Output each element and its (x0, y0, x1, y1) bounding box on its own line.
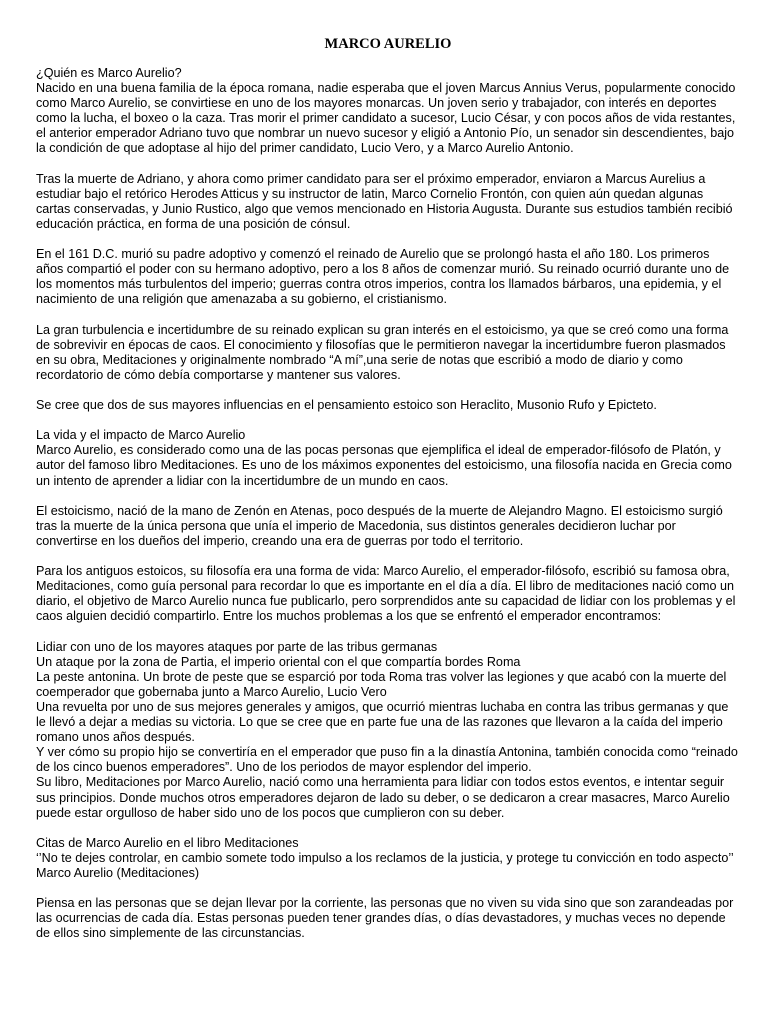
paragraph (36, 428, 740, 488)
paragraph (36, 836, 740, 881)
paragraph-line: ¿Quién es Marco Aurelio? (36, 66, 182, 80)
paragraph (36, 323, 740, 383)
paragraph-line: Se cree que dos de sus mayores influencias en el pensamiento estoico son Heraclito, Musonio Rufo y Epicteto. (36, 398, 657, 413)
paragraph (36, 247, 740, 307)
paragraph (36, 398, 740, 413)
paragraph-line: Y ver cómo su propio hijo se convertiría en el emperador que puso fin a la dinastía Antonina, también conocida como “reinado de los cinco buenos emperadores”. Uno de los periodos de mayor esplendor del imperio. (36, 745, 738, 775)
paragraph (36, 640, 740, 821)
paragraph (36, 504, 740, 549)
paragraph-line: Marco Aurelio, es considerado como una de las pocas personas que ejemplifica el ideal de emperador-filósofo de Platón, y autor del famoso libro Meditaciones. Es uno de los máximos exponentes del estoicismo, una filosofía nacida en Grecia como un intento de aprender a lidiar con la incertidumbre de un mundo en caos. (36, 443, 732, 488)
paragraph-line: En el 161 D.C. murió su padre adoptivo y comenzó el reinado de Aurelio que se prolongó hasta el año 180. Los primeros años compartió el poder con su hermano adoptivo, pero a los 8 años de comenzar murió. Su reinado ocurrió durante uno de los momentos más turbulentos del imperio; guerras contra otros imperios, contra los llamados bárbaros, una epidemia, y el nacimiento de una religión que amenazaba a su gobierno, el cristianismo. (36, 247, 730, 307)
paragraph-line: Su libro, Meditaciones por Marco Aurelio, nació como una herramienta para lidiar con todos estos eventos, e intentar seguir sus principios. Donde muchos otros emperadores dejaron de lado su deber, o se dedicaron a crear masacres, Marco Aurelio puede estar orgulloso de haber sido uno de los pocos que cumplieron con su deber. (36, 775, 730, 820)
paragraph-line: ‘’No te dejes controlar, en cambio somete todo impulso a los reclamos de la justicia, y protege tu convicción en todo aspecto’’ Marco Aurelio (Meditaciones) (36, 850, 734, 880)
paragraph (36, 896, 740, 941)
paragraph-line: Piensa en las personas que se dejan llevar por la corriente, las personas que no viven su vida sino que son zarandeadas por las ocurrencias de cada día. Estas personas pueden tener grandes días, o días devastadores, y muchas veces no depende de ellos sino simplemente de las circunstancias. (36, 896, 734, 941)
paragraph-line: La gran turbulencia e incertidumbre de su reinado explican su gran interés en el estoicismo, ya que se creó como una forma de sobrevivir en épocas de caos. El conocimiento y filosofías que le permitieron navegar la incertidumbre fueron plasmados en su obra, Meditaciones y originalmente nombrado “A mí”,una serie de notas que escribió a modo de diario y como recordatorio de cómo debía comportarse y mantener sus valores. (36, 322, 729, 382)
paragraph-line: Lidiar con uno de los mayores ataques por parte de las tribus germanas (36, 639, 438, 654)
paragraph (36, 564, 740, 624)
document-page (36, 36, 740, 957)
paragraph-line: Una revuelta por uno de sus mejores generales y amigos, que ocurrió mientras luchaba en contra las tribus germanas y que le llevó a dejar a medias su victoria. Lo que se cree que en parte fue una de las razones que llevaron a la caída del imperio romano unos años después. (36, 699, 729, 745)
paragraph (36, 66, 740, 157)
paragraph (36, 172, 740, 232)
paragraph-line: La peste antonina. Un brote de peste que se esparció por toda Roma tras volver las legiones y que acabó con la muerte del coemperador que gobernaba junto a Marco Aurelio, Lucio Vero (36, 669, 727, 699)
paragraph-line: Nacido en una buena familia de la época romana, nadie esperaba que el joven Marcus Annius Verus, popularmente conocido como Marco Aurelio, se convirtiese en uno de los mayores monarcas. Un joven serio y trabajador, con interés en deportes como la lucha, el boxeo o la caza. Tras morir el primer candidato a sucesor, Lucio César, y con pocos años de vida restantes, el anterior emperador Adriano tuvo que nombrar un nuevo sucesor y eligió a Antonio Pío, un senador sin descendientes, bajo la condición de que adoptase al hijo del primer candidato, Lucio Vero, y a Marco Aurelio Antonio. (36, 81, 736, 156)
paragraph-line: El estoicismo, nació de la mano de Zenón en Atenas, poco después de la muerte de Alejandro Magno. El estoicismo surgió tras la muerte de la única persona que unía el imperio de Macedonia, sus distintos generales decidieron luchar por convertirse en los dueños del imperio, creando una era de guerras por todo el territorio. (36, 503, 723, 548)
paragraph-line: Tras la muerte de Adriano, y ahora como primer candidato para ser el próximo emperador, enviaron a Marcus Aurelius a estudiar bajo el retórico Herodes Atticus y su instructor de latin, Marco Cornelio Frontón, con quien aún quedan algunas cartas conservadas, y Junio Rustico, algo que vemos mencionado en Historia Augusta. Durante sus estudios también recibió educación práctica, en forma de una posición de cónsul. (36, 171, 733, 231)
document-body (36, 66, 740, 941)
paragraph-line: Un ataque por la zona de Partia, el imperio oriental con el que compartía bordes Roma (36, 654, 521, 669)
paragraph-line: La vida y el impacto de Marco Aurelio (36, 428, 246, 443)
paragraph-line: Citas de Marco Aurelio en el libro Meditaciones (36, 835, 299, 850)
document-title: MARCO AURELIO (324, 36, 452, 52)
paragraph-line: Para los antiguos estoicos, su filosofía era una forma de vida: Marco Aurelio, el emperador-filósofo, escribió su famosa obra, Meditaciones, como guía personal para recordar lo que es importante en el día a día. El libro de meditaciones nació como un diario, el objetivo de Marco Aurelio nunca fue publicarlo, pero sorprendidos ante su capacidad de lidiar con los problemas y el caos alguien decidió compartirlo. Entre los muchos problemas a los que se enfrentó el emperador encontramos: (36, 564, 736, 624)
